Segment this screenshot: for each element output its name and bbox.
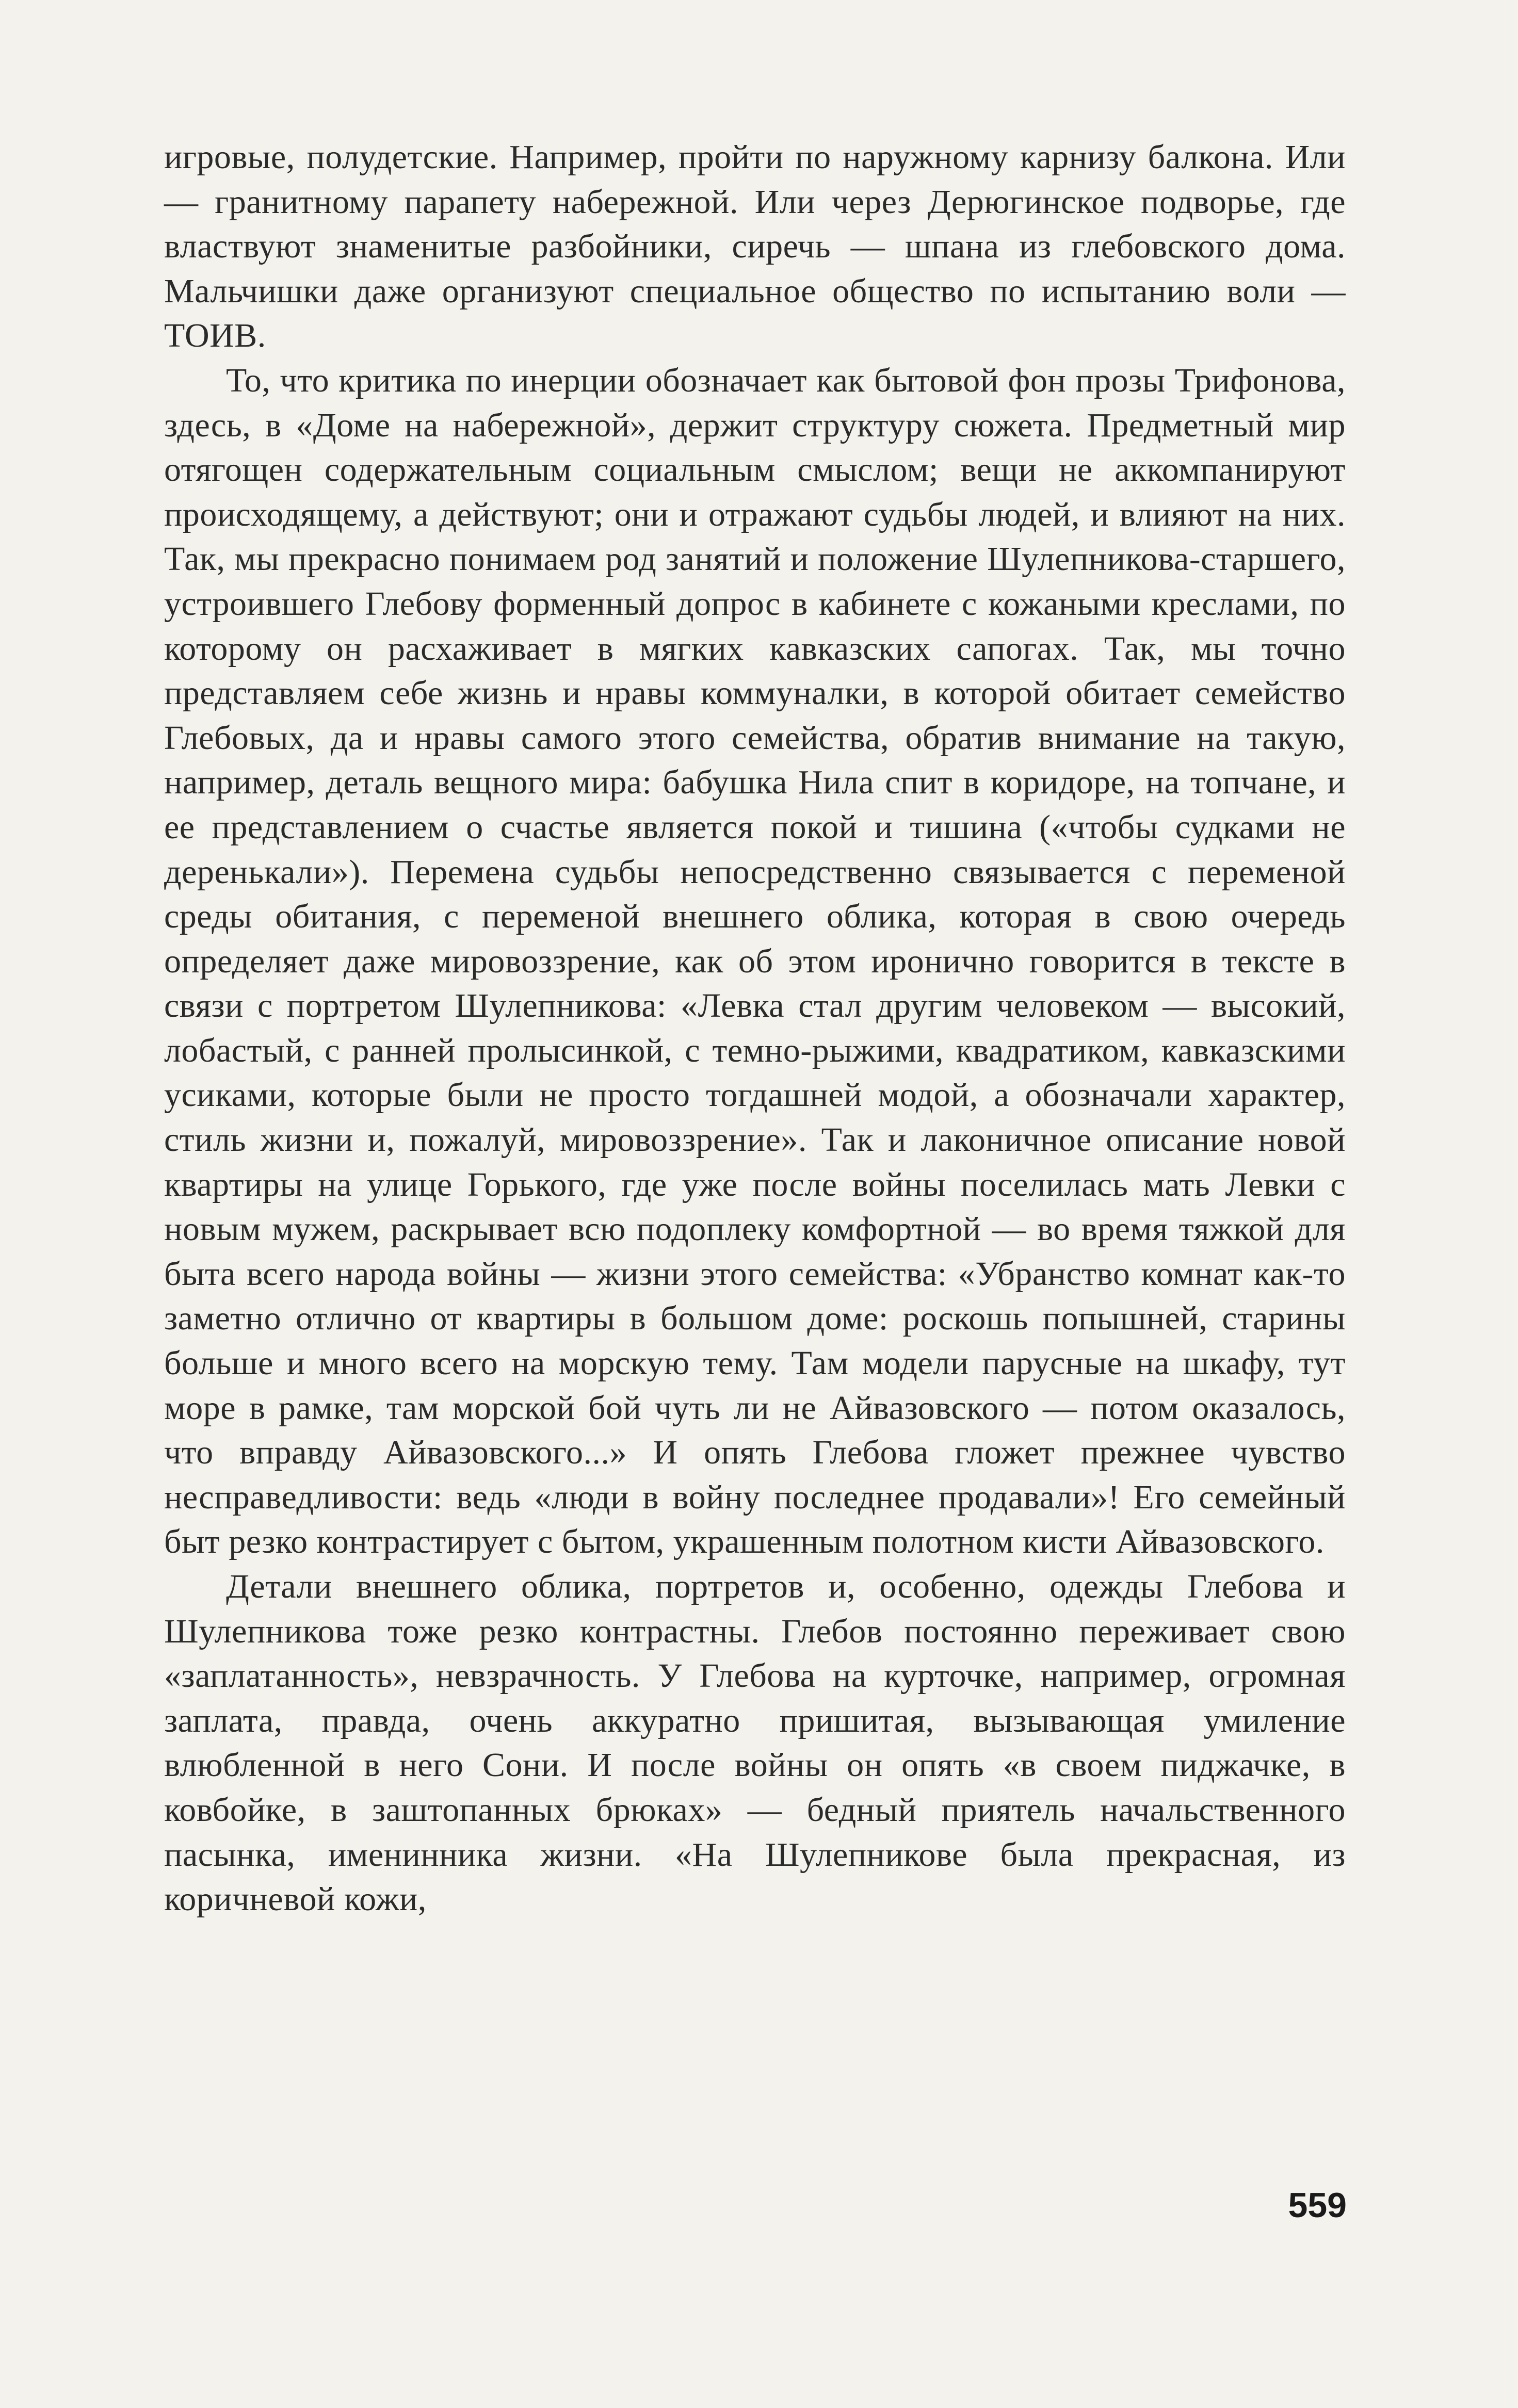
page-number: 559 xyxy=(1288,2186,1347,2225)
body-text xyxy=(164,135,1346,1922)
paragraph-continuation: игровые, полудетские. Например, пройти по наружному карнизу балкона. Или — гранитному парапету набережной. Или через Дерюгинское подворье, где властвуют знаменитые разбойники, сиречь — шпана из глебовского дома. Мальчишки даже организуют специальное общество по испытанию воли — ТОИВ. xyxy=(164,138,1346,355)
paragraph-critique: То, что критика по инерции обозначает как бытовой фон прозы Трифонова, здесь, в «Доме на набережной», держит структуру сюжета. Предметный мир отягощен содержательным социальным смыслом; вещи не аккомпанируют происходящему, а действуют; они и отражают судьбы людей, и влияют на них. Так, мы прекрасно понимаем род занятий и положение Шулепникова-старшего, устроившего Глебову форменный допрос в кабинете с кожаными креслами, по которому он расхаживает в мягких кавказских сапогах. Так, мы точно представляем себе жизнь и нравы коммуналки, в которой обитает семейство Глебовых, да и нравы самого этого семейства, обратив внимание на такую, например, деталь вещного мира: бабушка Нила спит в коридоре, на топчане, и ее представлением о счастье является покой и тишина («чтобы судками не деренькали»). Перемена судьбы непосредственно связывается с переменой среды обитания, с переменой внешнего облика, которая в свою очередь определяет даже мировоззрение, как об этом иронично говорится в тексте в связи с портретом Шулепникова: «Левка стал другим человеком — высокий, лобастый, с ранней пролысинкой, с темно-рыжими, квадратиком, кавказскими усиками, которые были не просто тогдашней модой, а обозначали характер, стиль жизни и, пожалуй, мировоззрение». Так и лаконичное описание новой квартиры на улице Горького, где уже после войны поселилась мать Левки с новым мужем, раскрывает всю подоплеку комфортной — во время тяжкой для быта всего народа войны — жизни этого семейства: «Убранство комнат как-то заметно отлично от квартиры в большом доме: роскошь попышней, старины больше и много всего на морскую тему. Там модели парусные на шкафу, тут море в рамке, там морской бой чуть ли не Айвазовского — потом оказалось, что вправду Айвазовского...» И опять Глебова гложет прежнее чувство несправедливости: ведь «люди в войну последнее продавали»! Его семейный быт резко контрастирует с бытом, украшенным полотном кисти Айвазовского. xyxy=(164,361,1346,1561)
paragraph-appearance: Детали внешнего облика, портретов и, особенно, одежды Глебова и Шулепникова тоже резко контрастны. Глебов постоянно переживает свою «заплатанность», невзрачность. У Глебова на курточке, например, огромная заплата, правда, очень аккуратно пришитая, вызывающая умиление влюбленной в него Сони. И после войны он опять «в своем пиджачке, в ковбойке, в заштопанных брюках» — бедный приятель начальственного пасынка, именинника жизни. «На Шулепникове была прекрасная, из коричневой кожи, xyxy=(164,1568,1346,1918)
